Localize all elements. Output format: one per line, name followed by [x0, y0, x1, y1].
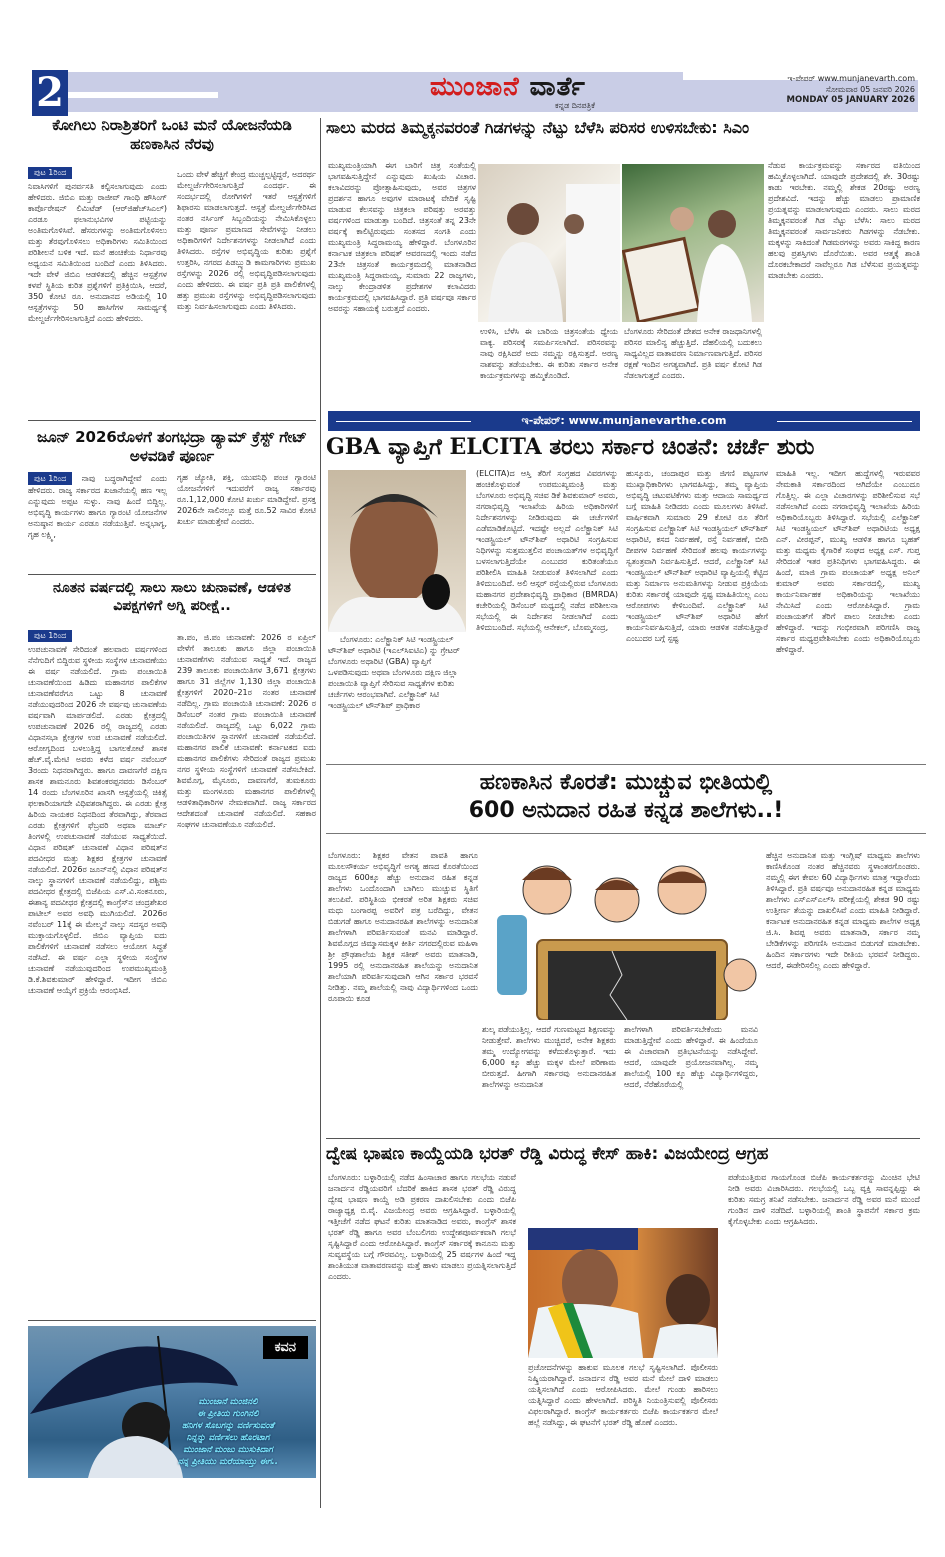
column-divider: [320, 118, 321, 1508]
brand-tagline: ಕನ್ನಡ ದಿನಪತ್ರಿಕೆ: [555, 101, 596, 110]
story-body-column: ಮುಖ್ಯಮಂತ್ರಿಯಾಗಿ ಈಗ ಬಾರಿಗೆ ಚಿತ್ರ ಸಂತೆಯಲ್ಲಿ ಭಾಗವಹಿಸುತ್ತಿದ್ದೇನೆ ಎನ್ನುವುದು ಖುಷಿಯ ವಿಚಾರ. ಕಲಾವಿದರನ್ನು ಪ್ರೋತ್ಸಾಹಿಸುವುದು, ಅವರ ಚಿತ್ರಗಳ ಪ್ರದರ್ಶನ ಹಾಗೂ ಅವುಗಳ ಮಾರಾಟಕ್ಕೆ ವೇದಿಕೆ ಸೃಷ್ಟಿ ಮಾಡುವ ಕೆಲಸವನ್ನು ಚಿತ್ರಕಲಾ ಪರಿಷತ್ತು ಅರವತ್ತು ವರ್ಷಗಳಿಂದ ಮಾಡುತ್ತಾ ಬಂದಿದೆ. ಚಿತ್ರಸಂತೆ ತನ್ನ 23ನೇ ವರ್ಷಕ್ಕೆ ಕಾಲಿಟ್ಟಿರುವುದು ಸಂತಸದ ಸಂಗತಿ ಎಂದು ಮುಖ್ಯಮಂತ್ರಿ ಸಿದ್ದರಾಮಯ್ಯ ಹೇಳಿದ್ದಾರೆ. ಬೆಂಗಳೂರಿನ ಕರ್ನಾಟಕ ಚಿತ್ರಕಲಾ ಪರಿಷತ್ ಆವರಣದಲ್ಲಿ ಇಂದು ನಡೆದ 23ನೇ ಚಿತ್ರಸಂತೆ ಕಾರ್ಯಕ್ರಮದಲ್ಲಿ ಮಾತನಾಡಿದ ಮುಖ್ಯಮಂತ್ರಿ ಸಿದ್ದರಾಮಯ್ಯ, ಸುಮಾರು 22 ರಾಜ್ಯಗಳು, ನಾಲ್ಕು ಕೇಂದ್ರಾಡಳಿತ ಪ್ರದೇಶಗಳ ಕಲಾವಿದರು ಕಾರ್ಯಕ್ರಮದಲ್ಲಿ ಭಾಗವಹಿಸಿದ್ದಾರೆ. ಪ್ರತಿ ವರ್ಷವೂ ಸರ್ಕಾರ ಅವರನ್ನು ಸಹಾಯಕ್ಕೆ ಬರುತ್ತದೆ ಎಂದರು.: [328, 161, 476, 313]
story-body-column: ತಾ.ಪಂ, ಜಿ.ಪಂ ಚುನಾವಣೆ: 2026 ರ ಏಪ್ರಿಲ್ ವೇಳೆಗೆ ತಾಲೂಕು ಹಾಗೂ ಜಿಲ್ಲಾ ಪಂಚಾಯಿತಿ ಚುನಾವಣೆಗಳು ನಡೆಯುವ ಸಾಧ್ಯತೆ ಇದೆ. ರಾಜ್ಯದ 239 ತಾಲೂಕು ಪಂಚಾಯಿತಿಗಳ 3,671 ಕ್ಷೇತ್ರಗಳು ಹಾಗೂ 31 ಜಿಲ್ಲೆಗಳ 1,130 ಜಿಲ್ಲಾ ಪಂಚಾಯಿತಿ ಕ್ಷೇತ್ರಗಳಿಗೆ 2020–21ರ ನಂತರ ಚುನಾವಣೆ ನಡೆದಿಲ್ಲ. ಗ್ರಾಮ ಪಂಚಾಯಿತಿ ಚುನಾವಣೆ: 2026 ರ ಡಿಸೆಂಬರ್ ನಂತರ ಗ್ರಾಮ ಪಂಚಾಯಿತಿ ಚುನಾವಣೆ ನಡೆಯಲಿದೆ. ರಾಜ್ಯದಲ್ಲಿ ಒಟ್ಟು 6,022 ಗ್ರಾಮ ಪಂಚಾಯಿತಿಗಳ ಸ್ಥಾನಗಳಿಗೆ ಚುನಾವಣೆ ನಡೆಯಲಿದೆ. ಮಹಾನಗರ ಪಾಲಿಕೆ ಚುನಾವಣೆ: ಕರ್ನಾಟಕದ ಐದು ಮಹಾನಗರ ಪಾಲಿಕೆಗಳು ಸೇರಿದಂತೆ ರಾಜ್ಯದ ಪ್ರಮುಖ ನಗರ ಸ್ಥಳೀಯ ಸಂಸ್ಥೆಗಳಿಗೆ ಚುನಾವಣೆ ನಡೆಸಬೇಕಿದೆ. ಶಿವಮೊಗ್ಗ, ಮೈಸೂರು, ದಾವಣಗೆರೆ, ತುಮಕೂರು ಮತ್ತು ಮಂಗಳೂರು ಮಹಾನಗರ ಪಾಲಿಕೆಗಳಲ್ಲಿ ಆಡಳಿತಾಧಿಕಾರಿಗಳ ನೇಮಕವಾಗಿದೆ. ರಾಜ್ಯ ಸರ್ಕಾರದ ಆದೇಶದಂತೆ ಚುನಾವಣೆ ನಡೆಯಲಿದೆ. ಸಹಕಾರ ಸಂಘಗಳ ಚುನಾವಣೆಯೂ ನಡೆಯಲಿದೆ.: [177, 633, 316, 829]
epaper-banner[interactable]: ಇ-ಪೇಪರ್: www.munjanevarthe.com: [328, 411, 920, 431]
person-head: [564, 214, 584, 234]
section-divider: [28, 574, 316, 575]
story-body-column: ಪಡೆಯುತ್ತಿರುವ ಗಾಯಗೊಂಡ ಬಿಜೆಪಿ ಕಾರ್ಯಕರ್ತರನ್ನು ಮಿಂಚಿನ ಭೇಟಿ ನೀಡಿ ಅವರು ವಿಚಾರಿಸಿದರು. ಗಲಭೆಯಲ್ಲಿ ಒಬ್ಬ ವ್ಯಕ್ತಿ ಸಾವನ್ನಪ್ಪಿದ್ದು ಈ ಕುರಿತು ಸಮಗ್ರ ತನಿಖೆ ನಡೆಸಬೇಕು. ಜನಾರ್ದನ ರೆಡ್ಡಿ ಅವರ ಮನೆ ಮುಂದೆ ಗುಂಡಿನ ದಾಳಿ ನಡೆದಿದೆ. ಬಳ್ಳಾರಿಯಲ್ಲಿ ಶಾಂತಿ ಸ್ಥಾಪನೆಗೆ ಸರ್ಕಾರ ಕ್ರಮ ಕೈಗೊಳ್ಳಬೇಕು ಎಂದು ಆಗ್ರಹಿಸಿದರು.: [728, 1173, 920, 1226]
story-body-column: ಒಂದು ವೇಳೆ ಹೆಚ್ಚಿಗೆ ಕೇಂದ್ರ ಮುಚ್ಚಲ್ಪಟ್ಟಿದ್ದರೆ, ಅದರರ್ಥ ಮೇಲ್ದರ್ಜೆಗೇರಿಸಲಾಗುತ್ತಿದೆ ಎಂದರ್ಥ. ಈ ಸಂದರ್ಭದಲ್ಲಿ ರೋಗಿಗಳಿಗೆ ಇತರೆ ಆಸ್ಪತ್ರೆಗಳಿಗೆ ಶಿಫಾರಸು ಮಾಡಲಾಗುತ್ತದೆ. ಆಸ್ಪತ್ರೆ ಮೇಲ್ದರ್ಜೆಗೇರಿಸಿದ ನಂತರ ನರ್ಸಿಂಗ್ ಸಿಬ್ಬಂದಿಯನ್ನು ನೇಮಿಸಿಕೊಳ್ಳಲು ಮತ್ತು ಪೂರ್ಣ ಪ್ರಮಾಣದ ಸೇವೆಗಳನ್ನು ನೀಡಲು ಅಧಿಕಾರಿಗಳಿಗೆ ನಿರ್ದೇಶನಗಳನ್ನು ನೀಡಲಾಗಿದೆ ಎಂದು ತಿಳಿಸಿದರು. ರಸ್ತೆಗಳ ಅಭಿವೃದ್ಧಿಯ ಕುರಿತು ಪ್ರಶ್ನೆಗೆ ಉತ್ತರಿಸಿ, ನಗರದ ಪಿಡಬ್ಲ್ಯುಡಿ ಕಾಮಗಾರಿಗಳು ಪ್ರಮುಖ ರಸ್ತೆಗಳನ್ನು 2026 ರಲ್ಲಿ ಅಭಿವೃದ್ಧಿಪಡಿಸಲಾಗುವುದು ಎಂದು ಹೇಳಿದರು. ಈ ವರ್ಷ ಪ್ರತಿ ಪ್ರತಿ ಪಾಲಿಕೆಗಳಲ್ಲಿ ಹತ್ತು ಪ್ರಮುಖ ರಸ್ತೆಗಳನ್ನು ಅಭಿವೃದ್ಧಿಪಡಿಸಲಾಗುವುದು ಮತ್ತು ನಿರ್ವಹಿಸಲಾಗುವುದು ಎಂದು ತಿಳಿಸಿದರು.: [177, 169, 316, 311]
story-body-column: ಉಪಚುನಾವಣೆ ಸೇರಿದಂತೆ ಹಲವಾರು ವರ್ಷಗಳಿಂದ ನೆನೆಗುದಿಗೆ ಬಿದ್ದಿರುವ ಸ್ಥಳೀಯ ಸಂಸ್ಥೆಗಳ ಚುನಾವಣೆಯು ಈ ವರ್ಷ ನಡೆಯಲಿದೆ. ಗ್ರಾಮ ಪಂಚಾಯಿತಿ ಚುನಾವಣೆಯಿಂದ ಹಿಡಿದು ಮಹಾನಗರ ಪಾಲಿಕೆಗಳ ಚುನಾವಣೆವರೆಗೂ ಒಟ್ಟು 8 ಚುನಾವಣೆ ನಡೆಯುವುದರಿಂದ 2026 ನೇ ವರ್ಷವು ಚುನಾವಣೆಯ ವರ್ಷವಾಗಿ ಮಾರ್ಪಡಲಿದೆ. ಎರಡು ಕ್ಷೇತ್ರದಲ್ಲಿ ಉಪಚುನಾವಣೆ 2026 ರಲ್ಲಿ ರಾಜ್ಯದಲ್ಲಿ ಎರಡು ವಿಧಾನಸಭಾ ಕ್ಷೇತ್ರಗಳ ಉಪ ಚುನಾವಣೆ ನಡೆಯಲಿದೆ. ಆರೋಗ್ಯದಿಂದ ಬಳಲುತ್ತಿದ್ದ ಬಾಗಲಕೋಟೆ ಶಾಸಕ ಹೆಚ್.ವೈ.ಮೇಟಿ ಅವರು ಕಳೆದ ವರ್ಷ ನವೆಂಬರ್ 3ರಂದು ನಿಧನರಾಗಿದ್ದರು. ಹಾಗೂ ದಾವಣಗೆರೆ ದಕ್ಷಿಣ ಶಾಸಕ ಶಾಮನೂರು ಶಿವಶಂಕರಪ್ಪನವರು ಡಿಸೆಂಬರ್ 14 ರಂದು ಬೆಂಗಳೂರಿನ ಖಾಸಗಿ ಆಸ್ಪತ್ರೆಯಲ್ಲಿ ಚಿಕಿತ್ಸೆ ಫಲಕಾರಿಯಾಗದೇ ವಿಧಿವಶರಾಗಿದ್ದರು. ಈ ಎರಡು ಕ್ಷೇತ್ರ ಹಿರಿಯ ನಾಯಕರ ನಿಧನದಿಂದ ತೆರವಾಗಿದ್ದು, ತೆರವಾದ ಎರಡು ಕ್ಷೇತ್ರಗಳಿಗೆ ಫೆಬ್ರವರಿ ಅಥವಾ ಮಾರ್ಚ್ ತಿಂಗಳಲ್ಲಿ ಉಪಚುನಾವಣೆ ನಡೆಯುವ ಸಾಧ್ಯತೆಯಿದೆ. ವಿಧಾನ ಪರಿಷತ್ ಚುನಾವಣೆ ವಿಧಾನ ಪರಿಷತ್‌ನ ಪದವೀಧರ ಮತ್ತು ಶಿಕ್ಷಕರ ಕ್ಷೇತ್ರಗಳ ಚುನಾವಣೆ ನಡೆಯಲಿದೆ. 2026ರ ಜೂನ್‌ನಲ್ಲಿ ವಿಧಾನ ಪರಿಷತ್‌ನ ನಾಲ್ಕು ಸ್ಥಾನಗಳಿಗೆ ಚುನಾವಣೆ ನಡೆಯಲಿದ್ದು, ಪಶ್ಚಿಮ ಪದವೀಧರ ಕ್ಷೇತ್ರದಲ್ಲಿ ಬಿಜೆಪಿಯ ಎಸ್.ವಿ.ಸಂಕನೂರು, ಈಶಾನ್ಯ ಪದವೀಧರ ಕ್ಷೇತ್ರದಲ್ಲಿ ಕಾಂಗ್ರೆಸ್‌ನ ಚಂದ್ರಶೇಖರ ಪಾಟೀಲ್ ಅವರ ಅವಧಿ ಮುಗಿಯಲಿದೆ. 2026ರ ನವೆಂಬರ್ 11ಕ್ಕೆ ಈ ಮೇಲ್ಮನೆ ನಾಲ್ಕು ಸದಸ್ಯರ ಅವಧಿ ಮುಕ್ತಾಯಗೊಳ್ಳಲಿದೆ. ಜಿಬಿಎ ವ್ಯಾಪ್ತಿಯ ಐದು ಪಾಲಿಕೆಗಳಿಗೆ ಚುನಾವಣೆ ನಡೆಸಲು ಆಯೋಗ ಸಿದ್ಧತೆ ನಡೆಸಿದೆ. ಈ ವರ್ಷ ಎಲ್ಲಾ ಸ್ಥಳೀಯ ಸಂಸ್ಥೆಗಳ ಚುನಾವಣೆ ನಡೆಯುವುದರಿಂದ ಉಪಮುಖ್ಯಮಂತ್ರಿ ಡಿ.ಕೆ.ಶಿವಕುಮಾರ್ ಹೇಳಿದ್ದಾರೆ. ಇದೀಗ ಜಿಬಿಎ ಚುನಾವಣೆ ಆಯ್ಕೆಗೆ ಪ್ರಕ್ರಿಯೆ ಆರಂಭಿಸಿದೆ.: [28, 645, 167, 995]
story-body-column: ಹುಸ್ಕೂರು, ಚಂದಾಪುರ ಮತ್ತು ಜಿಗಣಿ ಪಟ್ಟಣಗಳ ಮುಖ್ಯಾಧಿಕಾರಿಗಳು ಭಾಗವಹಿಸಿದ್ದು, ತಮ್ಮ ವ್ಯಾಪ್ತಿಯ ಅಭಿವೃದ್ಧಿ ಚಟುವಟಿಕೆಗಳು ಮತ್ತು ಆದಾಯ ಸಾಮರ್ಥ್ಯದ ಬಗ್ಗೆ ಮಾಹಿತಿ ನೀಡಿದರು ಎಂದು ಮೂಲಗಳು ತಿಳಿಸಿವೆ. ವಾರ್ಷಿಕವಾಗಿ ಸುಮಾರು 29 ಕೋಟಿ ರೂ ತೆರಿಗೆ ಸಂಗ್ರಹಿಸುವ ಎಲೆಕ್ಟ್ರಾನಿಕ್ ಸಿಟಿ ಇಂಡಸ್ಟ್ರಿಯಲ್ ಟೌನ್‌ಶಿಪ್ ಅಥಾರಿಟಿ, ಕಸದ ನಿರ್ವಹಣೆ, ರಸ್ತೆ ನಿರ್ವಹಣೆ, ಬೀದಿ ದೀಪಗಳ ನಿರ್ವಹಣೆ ಸೇರಿದಂತೆ ಹಲವು ಕಾರ್ಯಗಳನ್ನು ಸ್ವತಂತ್ರವಾಗಿ ನಿರ್ವಹಿಸುತ್ತಿದೆ. ಆದರೆ, ಎಲೆಕ್ಟ್ರಾನಿಕ್ ಸಿಟಿ ಇಂಡಸ್ಟ್ರಿಯಲ್ ಟೌನ್‌ಶಿಪ್ ಅಥಾರಿಟಿ ವ್ಯಾಪ್ತಿಯಲ್ಲಿ ಕೆಟ್ಟಿದ ಮತ್ತು ನಿರ್ಮಾಣ ಅನುಮತಿಗಳನ್ನು ನೀಡುವ ಪ್ರಕ್ರಿಯೆಯ ಕುರಿತು ಸರ್ಕಾರಕ್ಕೆ ಯಾವುದೇ ಸ್ಪಷ್ಟ ಮಾಹಿತಿಯಿಲ್ಲ ಎಂಬ ಆರೋಪಗಳು ಕೇಳಿಬಂದಿವೆ. ಎಲೆಕ್ಟ್ರಾನಿಕ್ ಸಿಟಿ ಇಂಡಸ್ಟ್ರಿಯಲ್ ಟೌನ್‌ಶಿಪ್ ಅಥಾರಿಟಿ ಹೇಗೆ ಕಾರ್ಯನಿರ್ವಹಿಸುತ್ತಿದೆ, ಯಾರು ಆಡಳಿತ ನಡೆಸುತ್ತಿದ್ದಾರೆ ಎಂಬುದರ ಬಗ್ಗೆ ಸ್ಪಷ್ಟ: [626, 469, 768, 643]
continued-from-page-badge: ಪುಟ 1ರಿಂದ: [28, 472, 72, 485]
story-body-column: ನೆಡುವ ಕಾರ್ಯಕ್ರಮವನ್ನು ಸರ್ಕಾರದ ವತಿಯಿಂದ ಹಮ್ಮಿಕೊಳ್ಳಲಾಗಿದೆ. ಯಾವುದೇ ಪ್ರದೇಶದಲ್ಲಿ ಶೇ. 30ರಷ್ಟು ಕಾಡು ಇರಬೇಕು. ನಮ್ಮಲ್ಲಿ ಶೇಕಡ 20ರಷ್ಟು ಅರಣ್ಯ ಪ್ರದೇಶವಿದೆ. ಇದನ್ನು ಹೆಚ್ಚು ಮಾಡಲು ಪ್ರಾಮಾಣಿಕ ಪ್ರಯತ್ನವನ್ನು ಮಾಡಲಾಗುವುದು ಎಂದರು. ಸಾಲು ಮರದ ತಿಮ್ಮಕ್ಕನವರಂತೆ ಗಿಡ ನೆಟ್ಟು ಬೆಳೆಸಿ: ಸಾಲು ಮರದ ತಿಮ್ಮಕ್ಕನವರಂತೆ ಸಾರ್ವಜನಿಕರು ಗಿಡಗಳನ್ನು ನೆಡಬೇಕು. ಮಕ್ಕಳನ್ನು ಸಾಕಿದಂತೆ ಗಿಡಮರಗಳನ್ನು ಅವರು ಸಾಕಿದ್ದ ಕಾರಣ ಹಲವು ಪ್ರಶಸ್ತಿಗಳು ದೊರೆಯಿತು. ಅವರ ಆತ್ಮಕ್ಕೆ ಶಾಂತಿ ದೊರಕಬೇಕಾದರೆ ನಾವೆಲ್ಲರೂ ಗಿಡ ಬೆಳೆಸುವ ಪ್ರಯತ್ನವನ್ನು ಮಾಡಬೇಕು ಎಂದರು.: [768, 161, 920, 280]
story-body-column: ಮಾಹಿತಿ ಇಲ್ಲ. ಇದೀಗ ಹುದ್ದೆಗಳಲ್ಲಿ ಇರುವವರ ನೇಮಕಾತಿ ಸರ್ಕಾರದಿಂದ ಆಗಿದೆಯೇ ಎಂಬುದೂ ಗೊತ್ತಿಲ್ಲ. ಈ ಎಲ್ಲಾ ವಿಚಾರಗಳನ್ನು ಪರಿಶೀಲಿಸುವ ಸಭೆ ನಡೆಸಲಾಗಿದೆ ಎಂದು ನಗರಾಭಿವೃದ್ಧಿ ಇಲಾಖೆಯ ಹಿರಿಯ ಅಧಿಕಾರಿಯೊಬ್ಬರು ತಿಳಿಸಿದ್ದಾರೆ. ಸಭೆಯಲ್ಲಿ ಎಲೆಕ್ಟ್ರಾನಿಕ್ ಸಿಟಿ ಇಂಡಸ್ಟ್ರಿಯಲ್ ಟೌನ್‌ಶಿಪ್ ಅಥಾರಿಟಿಯ ಅಧ್ಯಕ್ಷ ಎನ್. ವೀರಪ್ಪನ್, ಮುಖ್ಯ ಆಡಳಿತ ಹಾಗೂ ಬೃಹತ್ ಮತ್ತು ಮಧ್ಯಮ ಕೈಗಾರಿಕೆ ಸಂಘದ ಅಧ್ಯಕ್ಷ ಎಸ್. ಗುಪ್ತ ಸೇರಿದಂತೆ ಇತರ ಪ್ರತಿನಿಧಿಗಳು ಭಾಗವಹಿಸಿದ್ದರು. ಈ ಹಿಂದೆ, ಮಾಜಿ ಗ್ರಾಮ ಪಂಚಾಯತ್ ಅಧ್ಯಕ್ಷ ಅನಿಲ್ ಕುಮಾರ್ ಅವರು ಸರ್ಕಾರದಲ್ಲಿ, ಮುಖ್ಯ ಕಾರ್ಯನಿರ್ವಾಹಕ ಅಧಿಕಾರಿಯನ್ನು ಇಲಾಖೆಯು ನೇಮಿಸಿದೆ ಎಂದು ಆರೋಪಿಸಿದ್ದಾರೆ. ಗ್ರಾಮ ಪಂಚಾಯತ್‌ಗೆ ತೆರಿಗೆ ಪಾಲು ನೀಡಬೇಕು ಎಂದು ಹೇಳಿದ್ದಾರೆ. ಇದನ್ನು ಗಂಭೀರವಾಗಿ ಪರಿಗಣಿಸಿ ರಾಜ್ಯ ಸರ್ಕಾರ ಮಧ್ಯಪ್ರವೇಶಿಸಬೇಕು ಎಂದು ಅಧಿಕಾರಿಯೊಬ್ಬರು ಹೇಳಿದ್ದಾರೆ.: [776, 469, 920, 654]
photo-caption: ಬೆಂಗಳೂರು: ಎಲೆಕ್ಟ್ರಾನಿಕ್ ಸಿಟಿ ಇಂಡಸ್ಟ್ರಿಯಲ್ ಟೌನ್‌ಶಿಪ್ ಅಥಾರಿಟಿ (ಇಎಲ್‌ಸಿಐಟಿಎ) ನ್ನು ಗ್ರೇಟರ್ ಬೆಂಗಳೂರು ಅಥಾರಿಟಿ (GBA) ವ್ಯಾಪ್ತಿಗೆ ಒಳಪಡಿಸುವುದು ಅಥವಾ ಬೆಂಗಳೂರು ದಕ್ಷಿಣ ಜಿಲ್ಲಾ ಪಂಚಾಯಿತಿ ವ್ಯಾಪ್ತಿಗೆ ಸೇರಿಸುವ ಸಾಧ್ಯತೆಗಳ ಕುರಿತು ಚರ್ಚೆಗಳು ಆರಂಭವಾಗಿವೆ. ಎಲೆಕ್ಟ್ರಾನಿಕ್ ಸಿಟಿ ಇಂಡಸ್ಟ್ರಿಯಲ್ ಟೌನ್‌ಶಿಪ್ ಪ್ರಾಧಿಕಾರ: [328, 635, 460, 710]
poem-line: ಮುಂಜಾನೆ ಮಂಜು ಮುಸುಕಿದಾಗ: [183, 1445, 273, 1455]
story-body-column: ಗೃಹ ಜ್ಯೋತಿ, ಶಕ್ತಿ, ಯುವನಿಧಿ ಪಂಚ ಗ್ಯಾರಂಟಿ ಯೋಜನೆಗಳಿಗೆ ಇದುವರೆಗೆ ರಾಜ್ಯ ಸರ್ಕಾರವು ರೂ.1,12,000 ಕೋಟಿ ಖರ್ಚು ಮಾಡಿದ್ದೇವೆ. ಪ್ರಸಕ್ತ 2026ನೇ ಸಾಲಿನಲ್ಲೂ ಮತ್ತೆ ರೂ.52 ಸಾವಿರ ಕೋಟಿ ಖರ್ಚು ಮಾಡುತ್ತೇವೆ ಎಂದರು.: [177, 472, 316, 526]
story-headline-gba[interactable]: GBA ವ್ಯಾಪ್ತಿಗೆ ELCITA ತರಲು ಸರ್ಕಾರ ಚಿಂತನೆ: ಚರ್ಚೆ ಶುರು: [326, 434, 815, 460]
story-body-column: ಬೆಂಗಳೂರು: ಶಿಕ್ಷಕರ ವೇತನ ಪಾವತಿ ಹಾಗೂ ಮೂಲಸೌಕರ್ಯ ಅಭಿವೃದ್ಧಿಗೆ ಅಗತ್ಯ ಹಣದ ಕೊರತೆಯಿಂದ ರಾಜ್ಯದ 600ಕ್ಕೂ ಹೆಚ್ಚು ಅನುದಾನ ರಹಿತ ಕನ್ನಡ ಶಾಲೆಗಳು ಒಂದೊಂದಾಗಿ ಬಾಗಿಲು ಮುಚ್ಚುವ ಸ್ಥಿತಿಗೆ ತಲುಪಿವೆ. ಪರಿಸ್ಥಿತಿಯ ಭೀಕರತೆ ಅರಿತ ಶಿಕ್ಷಕರು ಸಚಿವ ಮಧು ಬಂಗಾರಪ್ಪ ಅವರಿಗೆ ಪತ್ರ ಬರೆದಿದ್ದು, ವೇತನ ಬಿಡುಗಡೆ ಹಾಗೂ ಅನುದಾನರಹಿತ ಶಾಲೆಗಳನ್ನು ಅನುದಾನಿತ ಶಾಲೆಗಳಾಗಿ ಪರಿವರ್ತಿಸುವಂತೆ ಮನವಿ ಮಾಡಿದ್ದಾರೆ. ಶಿವಮೊಗ್ಗದ ಜಿಮ್ಮಾಸಮಕ್ಕಳ ಕೀರ್ತಿ ನಗರದಲ್ಲಿರುವ ಮಹಿಳಾ ಶ್ರೀ ಪ್ರೌಢಶಾಲೆಯ ಶಿಕ್ಷಕ ಸತೀಶ್ ಅವರು ಮಾತನಾಡಿ, 1995 ರಲ್ಲಿ ಅನುದಾನರಹಿತ ಶಾಲೆಯನ್ನು ಅನುದಾನಿತ ಶಾಲೆಯಾಗಿ ಪರಿವರ್ತಿಸುವುದಾಗಿ ಆಗಿನ ಸರ್ಕಾರ ಭರವಸೆ ನೀಡಿತ್ತು. ನಮ್ಮ ಶಾಲೆಯಲ್ಲಿ ನಾವು ವಿದ್ಯಾರ್ಥಿಗಳಿಂದ ಒಂದು ರೂಪಾಯಿ ಕೂಡ: [328, 851, 478, 1003]
page-number: 2: [32, 70, 68, 116]
story-headline-schools-line2[interactable]: 600 ಅನುದಾನ ರಹಿತ ಕನ್ನಡ ಶಾಲೆಗಳು..!: [468, 797, 784, 823]
cm-portrait-gift-photo: [622, 164, 764, 322]
story-body-column: (ELCITA)ದ ಆಸ್ತಿ ತೆರಿಗೆ ಸಂಗ್ರಹದ ವಿವರಗಳನ್ನು ಹಂಚಿಕೊಳ್ಳುವಂತೆ ಉಪಮುಖ್ಯಮಂತ್ರಿ ಮತ್ತು ಬೆಂಗಳೂರು ಅಭಿವೃದ್ಧಿ ಸಚಿವ ಡಿಕೆ ಶಿವಕುಮಾರ್ ಅವರು, ನಗರಾಭಿವೃದ್ಧಿ ಇಲಾಖೆಯ ಹಿರಿಯ ಅಧಿಕಾರಿಗಳಿಗೆ ನಿರ್ದೇಶನಗಳನ್ನು ನೀಡಿರುವುದು ಈ ಚರ್ಚೆಗಳಿಗೆ ಎಡೆಮಾಡಿಕೊಟ್ಟಿದೆ. ಇದಷ್ಟೇ ಅಲ್ಲದೆ ಎಲೆಕ್ಟ್ರಾನಿಕ್ ಸಿಟಿ ಇಂಡಸ್ಟ್ರಿಯಲ್ ಟೌನ್‌ಶಿಪ್ ಅಥಾರಿಟಿ ಸಂಗ್ರಹಿಸುವ ನಿಧಿಗಳನ್ನು ಸುತ್ತಮುತ್ತಲಿನ ಪಂಚಾಯತ್‌ಗಳ ಅಭಿವೃದ್ಧಿಗೆ ಬಳಸಲಾಗುತ್ತಿದೆಯೇ ಎಂಬುದರ ಕುರಿತಂತೆಯೂ ಪರಿಶೀಲಿಸಿ ಮಾಹಿತಿ ನೀಡುವಂತೆ ತಿಳಿಸಲಾಗಿದೆ ಎಂದು ತಿಳಿದುಬಂದಿದೆ. ಅಲಿ ಆಸ್ಗರ್ ರಸ್ತೆಯಲ್ಲಿರುವ ಬೆಂಗಳೂರು ಮಹಾನಗರ ಪ್ರದೇಶಾಭಿವೃದ್ಧಿ ಪ್ರಾಧಿಕಾರ (BMRDA) ಕಚೇರಿಯಲ್ಲಿ ಡಿಸೆಂಬರ್ ಮಧ್ಯದಲ್ಲಿ ನಡೆದ ಪರಿಶೀಲನಾ ಸಭೆಯಲ್ಲಿ ಈ ನಿರ್ದೇಶನ ನೀಡಲಾಗಿದೆ ಎಂದು ತಿಳಿದುಬಂದಿದೆ. ಸಭೆಯಲ್ಲಿ ಆನೇಕಲ್, ಬೊಮ್ಮಸಂದ್ರ,: [476, 469, 618, 632]
microphone: [422, 574, 450, 610]
section-divider: [326, 1138, 920, 1139]
story-body-column: ನಿವಾಸಿಗಳಿಗೆ ಪುನರ್ವಸತಿ ಕಲ್ಪಿಸಲಾಗುವುದು ಎಂದು ಹೇಳಿದರು. ಜಿಬಿಎ ಮತ್ತು ರಾಜೀವ್ ಗಾಂಧಿ ಹೌಸಿಂಗ್ ಕಾರ್ಪೊರೇಷನ್ ಲಿಮಿಟೆಡ್ (ಆರ್‌ಜಿಹೆಚ್‌ಸಿಎಲ್) ಎರಡೂ ಫಲಾನುಭವಿಗಳ ಪಟ್ಟಿಯನ್ನು ಅಂತಿಮಗೊಳಿಸಿವೆ. ಹೆಸರುಗಳನ್ನು ಅಂತಿಮಗೊಳಿಸಲು ಮತ್ತು ತೆರವುಗೊಳಿಸಲು ಅಧಿಕಾರಿಗಳು ಸಮಿತಿಯಿಂದ ಪರಿಶೀಲನೆ ಬಳಿಕ ಇದೆ. ಮನೆ ಹಂಚಿಕೆಯ ನಿರ್ಧಾರವು ಅಧ್ಯಯನ ಸಮಿತಿಯಿಂದ ಬಂದಿದೆ ಎಂದು ತಿಳಿಸಿದರು. ಇದೇ ವೇಳೆ ಜಿಬಿಎ ಆಡಳಿತದಲ್ಲಿ ಹೆಚ್ಚಿನ ಆಸ್ಪತ್ರೆಗಳ ಕಳಪೆ ಸ್ಥಿತಿಯ ಕುರಿತ ಪ್ರಶ್ನೆಗಳಿಗೆ ಪ್ರತಿಕ್ರಿಯಿಸಿ, ಆದರೆ, 350 ಕೋಟಿ ರೂ. ಅನುದಾನದ ಅಡಿಯಲ್ಲಿ 10 ಆಸ್ಪತ್ರೆಗಳನ್ನು 50 ಹಾಸಿಗೆಗಳ ಸಾಮರ್ಥ್ಯಕ್ಕೆ ಮೇಲ್ದರ್ಜೆಗೇರಿಸಲಾಗುತ್ತಿದೆ ಎಂದು ಹೇಳಿದರು.: [28, 181, 167, 323]
story-body-column: ಬೆಂಗಳೂರು ಸೇರಿದಂತೆ ದೇಶದ ಅನೇಕ ರಾಜಧಾನಿಗಳಲ್ಲಿ ಪರಿಸರ ಮಾಲಿನ್ಯ ಹೆಚ್ಚುತ್ತಿದೆ. ದೆಹಲಿಯಲ್ಲಿ ಬದುಕಲು ಸಾಧ್ಯವಿಲ್ಲದ ವಾತಾವರಣ ನಿರ್ಮಾಣವಾಗುತ್ತಿದೆ. ಪರಿಸರ ರಕ್ಷಣೆ ಇಂದಿನ ಅಗತ್ಯವಾಗಿದೆ. ಪ್ರತಿ ವರ್ಷ ಕೋಟಿ ಗಿಡ ನೆಡಲಾಗುತ್ತದೆ ಎಂದರು.: [624, 327, 762, 380]
epaper-url[interactable]: ಇ-ಪೇಪರ್ www.munjanevarth.com: [787, 74, 915, 83]
story-text: ನಾವು ಬದ್ಧರಾಗಿದ್ದೇವೆ ಎಂದು ಹೇಳಿದರು. ರಾಜ್ಯ ಸರ್ಕಾರದ ಖಜಾನೆಯಲ್ಲಿ ಹಣ ಇಲ್ಲ ಎನ್ನುವುದು ಅಪ್ಪಟ ಸುಳ್ಳು. ನಾವು ಹಿಂದೆ ಬಿದ್ದಿಲ್ಲ. ಅಭಿವೃದ್ಧಿ ಕಾರ್ಯಗಳು ಹಾಗೂ ಗ್ಯಾರಂಟಿ ಯೋಜನೆಗಳ ಅನುಷ್ಠಾನ ಕಾರ್ಯ ಎರಡೂ ನಡೆಯುತ್ತಿವೆ. ಅನ್ನಭಾಗ್ಯ, ಗೃಹ ಲಕ್ಷ್ಮಿ,: [28, 473, 167, 539]
poem-image: [28, 1326, 316, 1478]
person-body: [697, 244, 752, 322]
vijayendra-press-photo: [528, 1228, 718, 1358]
child-hair: [595, 880, 639, 890]
cartoon-illustration: [482, 845, 760, 1020]
poem-line: ಈ ಪ್ರೀತಿಯ ಗುಂಗಿನಲಿ: [197, 1409, 259, 1419]
story-headline-bjp[interactable]: ದ್ವೇಷ ಭಾಷಣ ಕಾಯ್ದೆಯಡಿ ಭರತ್ ರೆಡ್ಡಿ ವಿರುದ್ಧ ಕೇಸ್ ಹಾಕಿ: ವಿಜಯೇಂದ್ರ ಆಗ್ರಹ: [326, 1144, 769, 1164]
cm-signing-photo: [478, 164, 620, 322]
portrait-frame: [623, 239, 699, 322]
canvas-board: [566, 184, 620, 322]
school-children-cartoon: [482, 845, 760, 1020]
photo-illustration: [622, 164, 764, 322]
person-face: [666, 1274, 710, 1326]
section-divider: [28, 1320, 316, 1321]
story-body-column: ಶುಲ್ಕ ಪಡೆಯುತ್ತಿಲ್ಲ. ಆದರೆ ಗುಣಮಟ್ಟದ ಶಿಕ್ಷಣವನ್ನು ನೀಡುತ್ತೇವೆ. ಶಾಲೆಗಳು ಮುಚ್ಚಿದರೆ, ಅನೇಕ ಶಿಕ್ಷಕರು ತಮ್ಮ ಉದ್ಯೋಗವನ್ನು ಕಳೆದುಕೊಳ್ಳುತ್ತಾರೆ. ಇದು 6,000 ಕ್ಕೂ ಹೆಚ್ಚು ಮಕ್ಕಳ ಮೇಲೆ ಪರಿಣಾಮ ಬೀರುತ್ತದೆ. ಹೀಗಾಗಿ ಸರ್ಕಾರವು ಅನುದಾನರಹಿತ ಶಾಲೆಗಳನ್ನು ಅನುದಾನಿತ: [482, 1025, 616, 1089]
poem-badge: ಕವನ: [263, 1336, 308, 1359]
masthead-rule: [68, 92, 218, 98]
slate-board: [548, 951, 716, 1020]
person-head: [708, 210, 736, 238]
story-body-column: ಉಳಿಸಿ, ಬೆಳೆಸಿ ಈ ಬಾರಿಯ ಚಿತ್ರಸಂತೆಯ ಧ್ಯೇಯ ವಾಕ್ಯ. ಪರಿಸರಕ್ಕೆ ಸಮರ್ಪಿಸಲಾಗಿದೆ. ಪರಿಸರವನ್ನು ನಾವು ರಕ್ಷಿಸಿದರೆ ಅದು ನಮ್ಮನ್ನು ರಕ್ಷಿಸುತ್ತದೆ. ಅರಣ್ಯ ನಾಶವನ್ನು ತಡೆಯಬೇಕು. ಈ ಕುರಿತು ಸರ್ಕಾರ ಅನೇಕ ಕಾರ್ಯಕ್ರಮಗಳನ್ನು ಹಮ್ಮಿಕೊಂಡಿದೆ.: [480, 327, 618, 380]
masthead-dateline: [787, 73, 915, 106]
story-body-column: ಬೆಂಗಳೂರು: ಬಳ್ಳಾರಿಯಲ್ಲಿ ನಡೆದ ಹಿಂಸಾಚಾರ ಹಾಗೂ ಗಲಭೆಯ ನಡುವೆ ಜನಾರ್ದನ ರೆಡ್ಡಿಯವರಿಗೆ ಬೆದರಿಕೆ ಹಾಕಿದ ಶಾಸಕ ಭರತ್ ರೆಡ್ಡಿ ವಿರುದ್ಧ ದ್ವೇಷ ಭಾಷಣ ಕಾಯ್ದೆ ಅಡಿ ಪ್ರಕರಣ ದಾಖಲಿಸಬೇಕು ಎಂದು ಬಿಜೆಪಿ ರಾಜ್ಯಾಧ್ಯಕ್ಷ ಬಿ.ವೈ. ವಿಜಯೇಂದ್ರ ಅವರು ಆಗ್ರಹಿಸಿದ್ದಾರೆ. ಬಳ್ಳಾರಿಯಲ್ಲಿ ಇತ್ತೀಚೆಗೆ ನಡೆದ ಘಟನೆ ಕುರಿತು ಮಾತನಾಡಿದ ಅವರು, ಕಾಂಗ್ರೆಸ್ ಶಾಸಕ ಭರತ್ ರೆಡ್ಡಿ ಹಾಗೂ ಅವರ ಬೆಂಬಲಿಗರು ಉದ್ದೇಶಪೂರ್ವಕವಾಗಿ ಗಲಭೆ ಸೃಷ್ಟಿಸಿದ್ದಾರೆ ಎಂದು ಆರೋಪಿಸಿದ್ದಾರೆ. ಕಾಂಗ್ರೆಸ್ ಸರ್ಕಾರಕ್ಕೆ ಕಾನೂನು ಮತ್ತು ಸುವ್ಯವಸ್ಥೆಯ ಬಗ್ಗೆ ಗೌರವವಿಲ್ಲ. ಬಳ್ಳಾರಿಯಲ್ಲಿ 25 ವರ್ಷಗಳ ಹಿಂದೆ ಇದ್ದ ಶಾಂತಿಯುತ ವಾತಾವರಣವನ್ನು ಮತ್ತೆ ಹಾಳು ಮಾಡಲು ಪ್ರಯತ್ನಿಸಲಾಗುತ್ತಿದೆ ಎಂದರು.: [328, 1173, 516, 1281]
child-hair: [522, 868, 572, 881]
story-headline-cm[interactable]: ಸಾಲು ಮರದ ತಿಮ್ಮಕ್ಕನವರಂತೆ ಗಿಡಗಳನ್ನು ನೆಟ್ಟು ಬೆಳೆಸಿ ಪರಿಸರ ಉಳಿಸಬೇಕು: ಸಿಎಂ: [326, 118, 750, 137]
photo-illustration: [328, 470, 466, 632]
poem-line: ನನ್ನ ಪ್ರೀತಿಯು ಮರೆಯಾಯ್ತು ಈಗ..: [177, 1457, 279, 1467]
story-body-column: ಹೆಚ್ಚಿನ ಅನುದಾನಿತ ಮತ್ತು ಇಂಗ್ಲಿಷ್ ಮಾಧ್ಯಮ ಶಾಲೆಗಳು ಕಾಣಿಸಿಕೊಂಡ ನಂತರ ಹೆಚ್ಚಿನವರು ಸ್ಥಳಾಂತರಗೊಂಡರು. ನಮ್ಮಲ್ಲಿ ಈಗ ಕೇವಲ 60 ವಿದ್ಯಾರ್ಥಿಗಳು ಮಾತ್ರ ಇದ್ದಾರೆಂದು ತಿಳಿಸಿದ್ದಾರೆ. ಪ್ರತಿ ವರ್ಷವೂ ಅನುದಾನರಹಿತ ಕನ್ನಡ ಮಾಧ್ಯಮ ಶಾಲೆಗಳು ಎಸ್‌ಎಸ್‌ಎಲ್‌ಸಿ ಪರೀಕ್ಷೆಯಲ್ಲಿ ಶೇಕಡ 90 ರಷ್ಟು ಉತ್ತೀರ್ಣ ತೆಯನ್ನು ದಾಖಲಿಸಿವೆ ಎಂದು ಮಾಹಿತಿ ನೀಡಿದ್ದಾರೆ. ಕರ್ನಾಟಕ ಅನುದಾನರಹಿತ ಕನ್ನಡ ಮಾಧ್ಯಮ ಶಾಲೆಗಳ ಅಧ್ಯಕ್ಷ ಜಿ.ಸಿ. ಶಿವಪ್ಪ ಅವರು ಮಾತನಾಡಿ, ಸರ್ಕಾರ ನಮ್ಮ ಬೇಡಿಕೆಗಳನ್ನು ಪರಿಗಣಿಸಿ ಅನುದಾನ ಬಿಡುಗಡೆ ಮಾಡಬೇಕು. ಹಿಂದಿನ ಸರ್ಕಾರಗಳು ಇದೇ ರೀತಿಯ ಭರವಸೆ ನೀಡಿದ್ದರು. ಆದರೆ, ಈಡೇರಿಸಲಿಲ್ಲ ಎಂದು ಹೇಳಿದ್ದಾರೆ.: [766, 851, 920, 970]
person-body: [488, 242, 563, 322]
banner-backdrop: [528, 1228, 638, 1250]
poem-line: ನಿನ್ನನ್ನು ವರ್ಣಿಸಲು ಹೊರಟಾಗ: [186, 1433, 270, 1443]
photo-illustration: [528, 1228, 718, 1358]
story-body-column: ಪ್ರಚೋದನೆಗಳನ್ನು ಹಾಕುವ ಮೂಲಕ ಗಲಭೆ ಸೃಷ್ಟಿಸಲಾಗಿದೆ. ಪೊಲೀಸರು ನಿಷ್ಕ್ರಿಯರಾಗಿದ್ದಾರೆ. ಜನಾರ್ದನ ರೆಡ್ಡಿ ಅವರ ಮನೆ ಮೇಲೆ ದಾಳಿ ಮಾಡಲು ಯತ್ನಿಸಲಾಗಿದೆ ಎಂದು ಆರೋಪಿಸಿದರು. ಮೇಲೆ ಗುಂಡು ಹಾರಿಸಲು ಯತ್ನಿಸಿದ್ದಾರೆ ಎಂದು ಹೇಳಲಾಗಿದೆ. ಪರಿಸ್ಥಿತಿ ನಿಯಂತ್ರಿಸುವಲ್ಲಿ ಪೊಲೀಸರು ವಿಫಲರಾಗಿದ್ದಾರೆ. ಕಾಂಗ್ರೆಸ್ ಕಾರ್ಯಕರ್ತರು ಬಿಜೆಪಿ ಕಾರ್ಯಕರ್ತರ ಮೇಲೆ ಹಲ್ಲೆ ನಡೆಸಿದ್ದು, ಈ ಘಟನೆಗೆ ಭರತ್ ರೆಡ್ಡಿ ಹೊಣೆ ಎಂದರು.: [528, 1363, 718, 1427]
school-bag: [497, 915, 527, 995]
poem-line: ಮುಂಜಾನೆ ಮಂಜಿನಲಿ: [198, 1397, 258, 1407]
photo-illustration: [478, 164, 620, 322]
story-headline[interactable]: ಕೋಗಿಲು ನಿರಾಶ್ರಿತರಿಗೆ ಒಂಟಿ ಮನೆ ಯೋಜನೆಯಡಿ ಹಣಕಾಸಿನ ನೆರವು: [52, 116, 292, 153]
story-headline[interactable]: ಜೂನ್ 2026ರೊಳಗೆ ತಂಗಭದ್ರಾ ಡ್ಯಾಮ್ ಕ್ರೆಸ್ಟ್ ಗೇಟ್ ಅಳವಡಿಕೆ ಪೂರ್ಣ: [37, 428, 307, 465]
story-kogilu: [28, 116, 316, 401]
story-headline-schools-line1[interactable]: ಹಣಕಾಸಿನ ಕೊರತೆ: ಮುಚ್ಚುವ ಭೀತಿಯಲ್ಲಿ: [479, 770, 773, 795]
dk-shivakumar-photo: [328, 470, 466, 632]
continued-from-page-badge: ಪುಟ 1ರಿಂದ: [28, 630, 72, 642]
newspaper-logo: [430, 72, 586, 103]
section-divider: [28, 420, 316, 421]
story-body-column: [528, 1172, 718, 1224]
poem-text: [148, 1396, 308, 1468]
story-tungabhadra: [28, 428, 316, 552]
child-face: [724, 959, 756, 991]
poem-line: ಹನಿಗಳ ಸೊಬಗನ್ನು ವರ್ಣಿಸುವಂತೆ: [181, 1421, 275, 1431]
date-kannada: ಸೋಮವಾರ 05 ಜನವರಿ 2026: [825, 85, 915, 94]
schools-headline-box: [326, 764, 926, 834]
brand-name-part1: ಮುಂಜಾನೆ: [430, 72, 520, 102]
brand-name-part2: ವಾರ್ತೆ: [529, 72, 586, 102]
date-english: MONDAY 05 JANUARY 2026: [786, 95, 915, 105]
story-elections: [28, 580, 316, 1304]
person-shirt: [653, 1324, 718, 1358]
story-body-column: ಶಾಲೆಗಳಾಗಿ ಪರಿವರ್ತಿಸಬೇಕೆಂದು ಮನವಿ ಮಾಡುತ್ತಿದ್ದೇವೆ ಎಂದು ಹೇಳಿದ್ದಾರೆ. ಈ ಹಿಂದೆಯೂ ಈ ವಿಚಾರವಾಗಿ ಪ್ರತಿಭಟನೆಯನ್ನು ನಡೆಸಿದ್ದೇವೆ. ಆದರೆ, ಯಾವುದೇ ಪ್ರಯೋಜನವಾಗಿಲ್ಲ. ನಮ್ಮ ಶಾಲೆಯಲ್ಲಿ 100 ಕ್ಕೂ ಹೆಚ್ಚು ವಿದ್ಯಾರ್ಥಿಗಳಿದ್ದರು, ಆದರೆ, ನೆರೆಹೊರೆಯಲ್ಲಿ: [624, 1025, 758, 1089]
continued-from-page-badge: ಪುಟ 1ರಿಂದ: [28, 167, 72, 179]
story-headline[interactable]: ನೂತನ ವರ್ಷದಲ್ಲಿ ಸಾಲು ಸಾಲು ಚುನಾವಣೆ, ಆಡಳಿತ ವಿಪಕ್ಷಗಳಿಗೆ ಅಗ್ನಿ ಪರೀಕ್ಷೆ..: [53, 580, 291, 614]
person-head: [507, 203, 539, 235]
story-body-column: [28, 472, 167, 552]
person-head: [670, 207, 694, 231]
